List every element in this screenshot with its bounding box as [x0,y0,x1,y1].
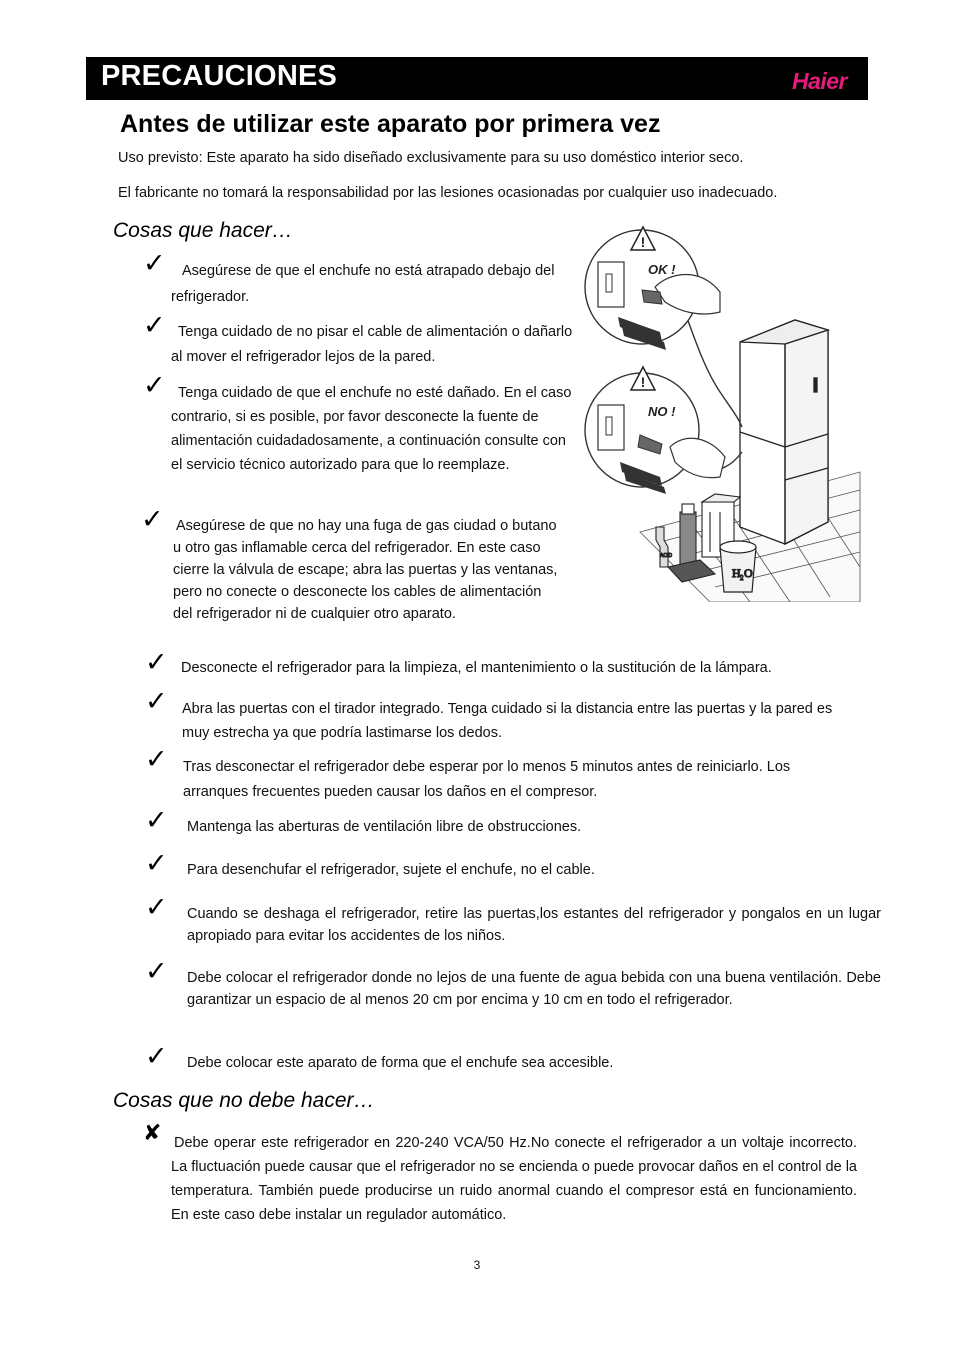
dos-item-7: Tras desconectar el refrigerador debe esperar por lo menos 5 minutos antes de reiniciarlo. Los arranques frecuentes pueden causar los daños en el compresor. [183,759,791,800]
svg-text:!: ! [640,234,646,250]
refrigerator-icon [740,320,828,544]
dos-item-8: Mantenga las aberturas de ventilación libre de obstrucciones. [187,819,582,835]
check-icon: ✓ [145,805,168,836]
check-icon: ✓ [143,370,166,401]
water-bucket-icon [720,541,756,592]
donts-item-1: Debe operar este refrigerador en 220-240 VCA/50 Hz.No conecte el refrigerador a un voltaje incorrecto. La fluctuación puede causar que el refrigerador no se encienda o puede provocar daños en el control de la temperatura. También puede producirse un ruido anormal cuando el compresor está en funcionamiento. En este caso debe instalar un regulador automático. [171,1135,857,1223]
dos-item-2: Tenga cuidado de no pisar el cable de alimentación o dañarlo al mover el refrigerador lejos de la pared. [171,324,573,365]
svg-text:2: 2 [740,574,744,582]
check-icon: ✓ [145,892,168,923]
dos-item-9: Para desenchufar el refrigerador, sujete el enchufe, no el cable. [187,862,595,878]
page-title: PRECAUCIONES [101,60,338,92]
cross-icon: ✘ [143,1121,162,1146]
dos-item-6: Abra las puertas con el tirador integrado. Tenga cuidado si la distancia entre las puertas y la pared es muy estrecha ya que podría lastimarse los dedos. [182,701,833,741]
svg-text:ACID: ACID [660,553,672,559]
intro-paragraph-use: Uso previsto: Este aparato ha sido diseñado exclusivamente para su uso doméstico interior seco. [118,150,744,166]
intro-paragraph-liability: El fabricante no tomará la responsabilidad por las lesiones ocasionadas por cualquier uso inadecuado. [118,185,778,201]
section-title: Antes de utilizar este aparato por primera vez [120,110,661,138]
svg-text:H: H [732,566,741,580]
check-icon: ✓ [143,248,166,279]
svg-text:!: ! [640,374,646,390]
dos-heading: Cosas que hacer… [113,219,293,242]
check-icon: ✓ [145,956,168,987]
dos-item-5: Desconecte el refrigerador para la limpieza, el mantenimiento o la sustitución de la lámpara. [181,660,772,676]
no-label: NO ! [648,404,676,419]
dos-item-1: Asegúrese de que el enchufe no está atrapado debajo del refrigerador. [171,263,555,305]
dos-item-10: Cuando se deshaga el refrigerador, retire las puertas,los estantes del refrigerador y pongalos en un lugar apropiado para evitar los accidentes de los niños. [187,906,881,944]
dos-item-12: Debe colocar este aparato de forma que el enchufe sea accesible. [187,1055,614,1071]
check-icon: ✓ [143,310,166,341]
dos-item-3: Tenga cuidado de que el enchufe no esté dañado. En el caso contrario, si es posible, por favor desconecte la fuente de alimentación cuidadadosamente, a continuación consulte con el servicio técnico autorizado para que lo reemplaze. [171,385,572,473]
donts-heading: Cosas que no debe hacer… [113,1089,375,1112]
no-plug-scene [585,373,725,494]
page-header-bar [86,57,868,100]
dos-item-11: Debe colocar el refrigerador donde no lejos de una fuente de agua bebida con una buena ventilación. Debe garantizar un espacio de al menos 20 cm por encima y 10 cm en todo el refrigerador. [187,970,881,1008]
check-icon: ✓ [141,504,164,535]
ok-label: OK ! [648,262,676,277]
check-icon: ✓ [145,647,168,678]
check-icon: ✓ [145,1041,168,1072]
safety-illustration [580,222,864,602]
check-icon: ✓ [145,686,168,717]
check-icon: ✓ [145,848,168,879]
check-icon: ✓ [145,744,168,775]
dos-item-4: Asegúrese de que no hay una fuga de gas ciudad o butano u otro gas inflamable cerca del refrigerador. En este caso cierre la válvula de escape; abra las puertas y las ventanas, pero no conecte o desconecte los cables de alimentación del refrigerador ni de cualquier otro aparato. [173,518,558,622]
svg-text:O: O [744,566,753,580]
haier-logo: Haier [791,68,847,94]
page-number: 3 [473,1258,481,1272]
